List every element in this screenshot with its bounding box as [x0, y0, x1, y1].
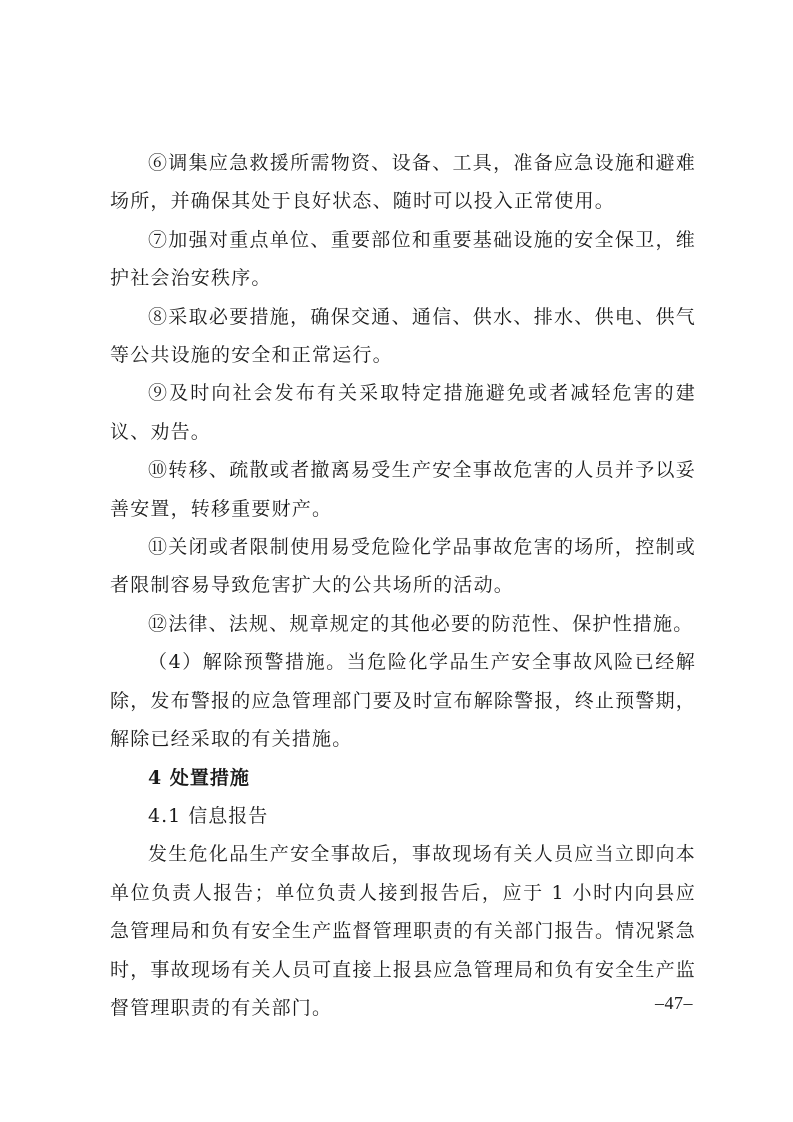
measure-item-10: ⑩转移、疏散或者撤离易受生产安全事故危害的人员并予以妥善安置，转移重要财产。 — [110, 459, 696, 520]
subsection-heading: 4.1 信息报告 — [148, 804, 269, 827]
measure-item-9: ⑨及时向社会发布有关采取特定措施避免或者减轻危害的建议、劝告。 — [110, 382, 696, 443]
section-heading: 4 处置措施 — [148, 766, 250, 789]
measure-item-8: ⑧采取必要措施，确保交通、通信、供水、排水、供电、供气等公共设施的安全和正常运行。 — [110, 305, 696, 367]
measure-item-6: ⑥调集应急救援所需物资、设备、工具，准备应急设施和避难场所，并确保其处于良好状态、随时可以投入正常使用。 — [110, 152, 696, 213]
measure-item-11: ⑪关闭或者限制使用易受危险化学品事故危害的场所，控制或者限制容易导致危害扩大的公共场所的活动。 — [110, 536, 696, 597]
page-number: –47– — [655, 993, 693, 1013]
measure-item-7: ⑦加强对重点单位、重要部位和重要基础设施的安全保卫，维护社会治安秩序。 — [110, 228, 696, 290]
document-body — [110, 144, 696, 1027]
lift-warning-paragraph: （4）解除预警措施。当危险化学品生产安全事故风险已经解除，发布警报的应急管理部门要及时宣布解除警报，终止预警期，解除已经采取的有关措施。 — [110, 651, 696, 751]
information-report-paragraph: 发生危化品生产安全事故后，事故现场有关人员应当立即向本单位负责人报告；单位负责人接到报告后，应于 1 小时内向县应急管理局和负有安全生产监督管理职责的有关部门报告。情况紧急时，事故现场有关人员可直接上报县应急管理局和负有安全生产监督管理职责的有关部门。 — [110, 843, 696, 1019]
measure-item-12: ⑫法律、法规、规章规定的其他必要的防范性、保护性措施。 — [148, 612, 694, 635]
